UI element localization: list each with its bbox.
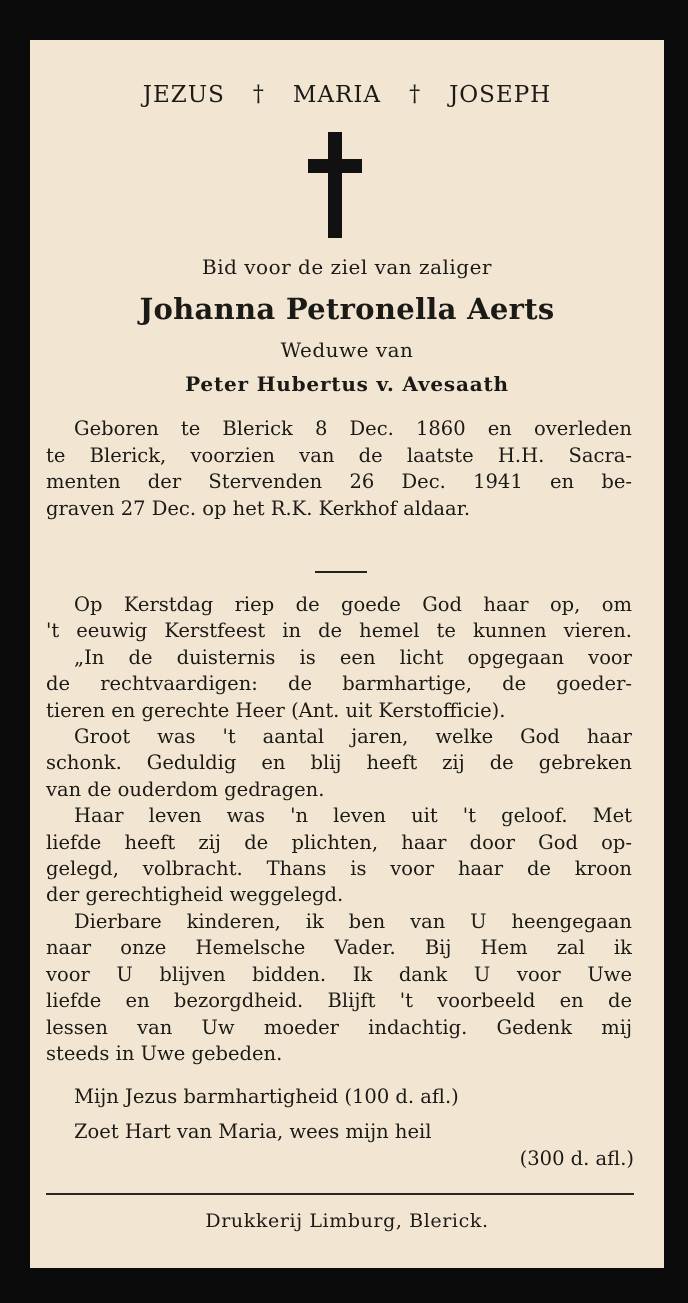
body-line: Dierbare kinderen, ik ben van U heengegaan [74, 909, 632, 933]
body-text [46, 592, 632, 1067]
small-cross-icon: † [409, 82, 422, 107]
ejaculatory-prayer-1: Mijn Jezus barmhartigheid (100 d. afl.) [74, 1085, 459, 1108]
bio-line: menten der Stervenden 26 Dec. 1941 en be- [46, 470, 632, 493]
ejaculatory-prayer-2: Zoet Hart van Maria, wees mijn heil [74, 1120, 432, 1143]
body-line: tieren en gerechte Heer (Ant. uit Kerstofficie). [46, 698, 506, 722]
indulgence-note: (300 d. afl.) [519, 1147, 634, 1170]
body-line: Op Kerstdag riep de goede God haar op, om [74, 593, 632, 616]
body-line: liefde heeft zij de plichten, haar door God op- [46, 830, 632, 854]
body-line: de rechtvaardigen: de barmhartige, de goeder- [46, 672, 632, 696]
body-line: der gerechtigheid weggelegd. [46, 883, 344, 907]
short-divider [315, 571, 367, 573]
body-line: liefde en bezorgdheid. Blijft 't voorbeeld en de [46, 989, 632, 1013]
widow-of-label: Weduwe van [280, 338, 414, 362]
body-line: 't eeuwig Kerstfeest in de hemel te kunnen vieren. [46, 619, 632, 643]
body-line: gelegd, volbracht. Thans is voor haar de kroon [46, 857, 632, 881]
bio-line: te Blerick, voorzien van de laatste H.H. Sacra- [46, 443, 632, 467]
small-cross-icon: † [252, 82, 265, 107]
header-word-maria: MARIA [292, 82, 382, 108]
body-line: van de ouderdom gedragen. [46, 777, 325, 801]
memorial-card [30, 40, 664, 1268]
body-line: Groot was 't aantal jaren, welke God haar [74, 725, 632, 749]
deceased-name: Johanna Petronella Aerts [139, 292, 555, 326]
biography-paragraph [46, 416, 632, 522]
bio-line: Geboren te Blerick 8 Dec. 1860 en overleden [74, 417, 632, 440]
body-line: „In de duisternis is een licht opgegaan voor [74, 645, 632, 669]
body-line: lessen van Uw moeder indachtig. Gedenk mij [46, 1015, 632, 1039]
header-word-jezus: JEZUS [142, 82, 225, 108]
body-line: schonk. Geduldig en blij heeft zij de gebreken [46, 751, 632, 775]
body-line: steeds in Uwe gebeden. [46, 1041, 283, 1065]
husband-name: Peter Hubertus v. Avesaath [185, 372, 509, 396]
header-invocation [30, 82, 664, 108]
latin-cross-icon [308, 132, 362, 238]
footer-divider [46, 1193, 634, 1195]
header-word-joseph: JOSEPH [449, 82, 552, 108]
body-line: Haar leven was 'n leven uit 't geloof. Met [74, 804, 632, 828]
printer-credit: Drukkerij Limburg, Blerick. [205, 1210, 489, 1232]
bio-line: graven 27 Dec. op het R.K. Kerkhof aldaar. [46, 496, 471, 520]
body-line: naar onze Hemelsche Vader. Bij Hem zal ik [46, 936, 632, 960]
prayer-intro: Bid voor de ziel van zaliger [202, 255, 492, 279]
body-line: voor U blijven bidden. Ik dank U voor Uwe [46, 962, 632, 986]
